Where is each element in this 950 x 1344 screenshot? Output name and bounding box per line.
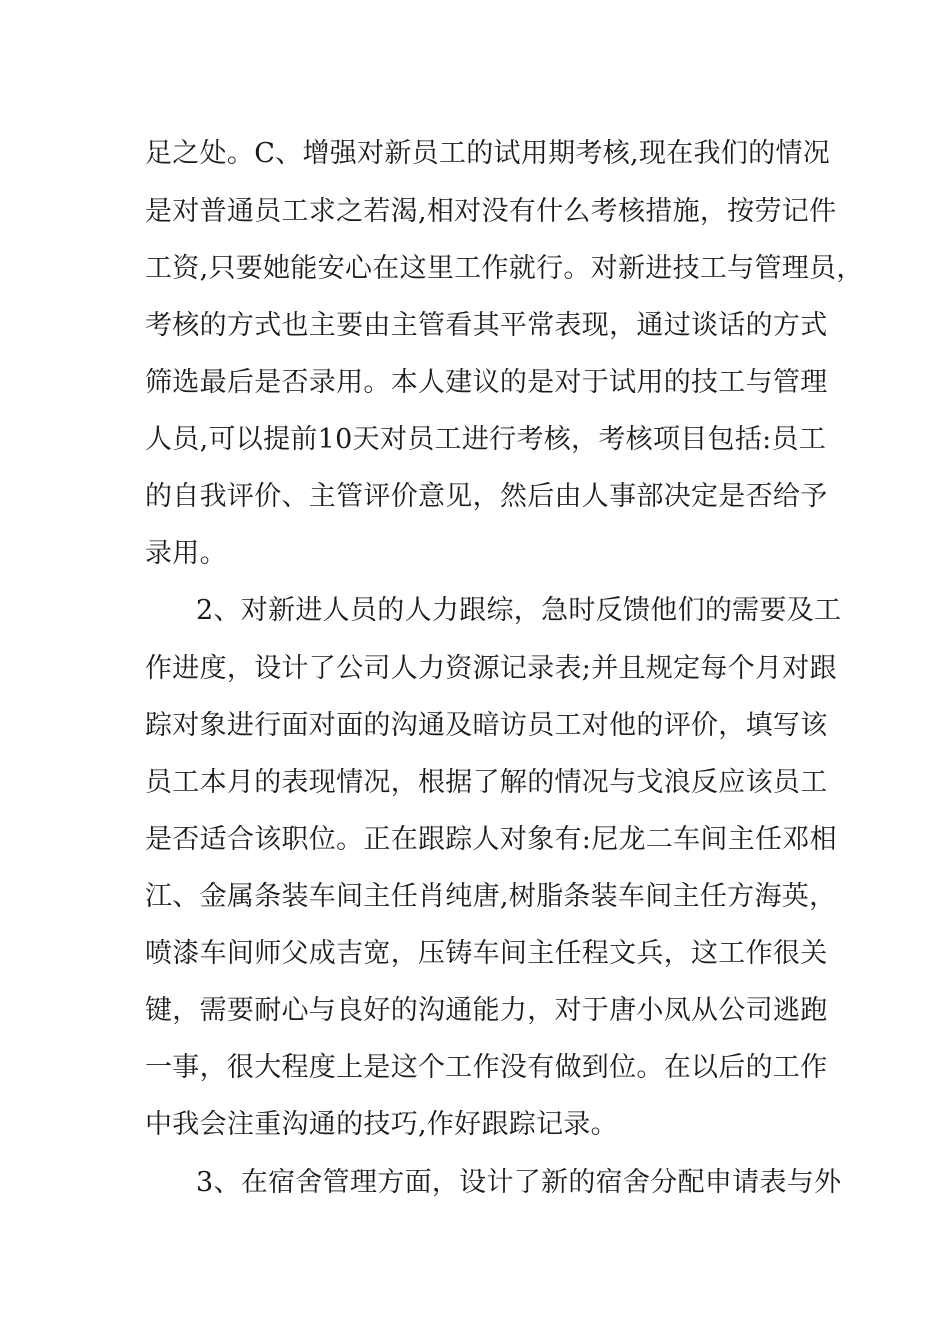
text-line: 江、金属条装车间主任肖纯唐,树脂条装车间主任方海英， [145, 881, 837, 912]
text-line: 考核的方式也主要由主管看其平常表现，通过谈话的方式 [145, 310, 828, 341]
text-line: 是否适合该职位。正在跟踪人对象有:尼龙二车间主任邓相 [145, 824, 837, 855]
text-line: 的自我评价、主管评价意见，然后由人事部决定是否给予 [145, 481, 828, 512]
text-line: 录用。 [145, 538, 227, 569]
text-line: 作进度，设计了公司人力资源记录表;并且规定每个月对跟 [145, 653, 837, 684]
text-line: 喷漆车间师父成吉宽，压铸车间主任程文兵，这工作很关 [145, 938, 828, 969]
text-line: 踪对象进行面对面的沟通及暗访员工对他的评价，填写该 [145, 710, 828, 741]
text-line: 足之处。C、增强对新员工的试用期考核,现在我们的情况 [145, 138, 831, 169]
text-line: 2、对新进人员的人力跟综，急时反馈他们的需要及工 [196, 595, 842, 626]
text-line: 键，需要耐心与良好的沟通能力，对于唐小凤从公司逃跑 [145, 995, 828, 1026]
text-line: 工资,只要她能安心在这里工作就行。对新进技工与管理员， [145, 253, 864, 284]
text-line: 筛选最后是否录用。本人建议的是对于试用的技工与管理 [145, 367, 828, 398]
text-line: 是对普通员工求之若渴,相对没有什么考核措施，按劳记件 [145, 196, 837, 227]
text-line: 3、在宿舍管理方面，设计了新的宿舍分配申请表与外 [196, 1167, 842, 1198]
text-line: 一事，很大程度上是这个工作没有做到位。在以后的工作 [145, 1052, 828, 1083]
text-line: 人员,可以提前10天对员工进行考核，考核项目包括:员工 [145, 424, 827, 455]
text-line: 员工本月的表现情况，根据了解的情况与戈浪反应该员工 [145, 767, 828, 798]
text-line: 中我会注重沟通的技巧,作好跟踪记录。 [145, 1109, 618, 1140]
